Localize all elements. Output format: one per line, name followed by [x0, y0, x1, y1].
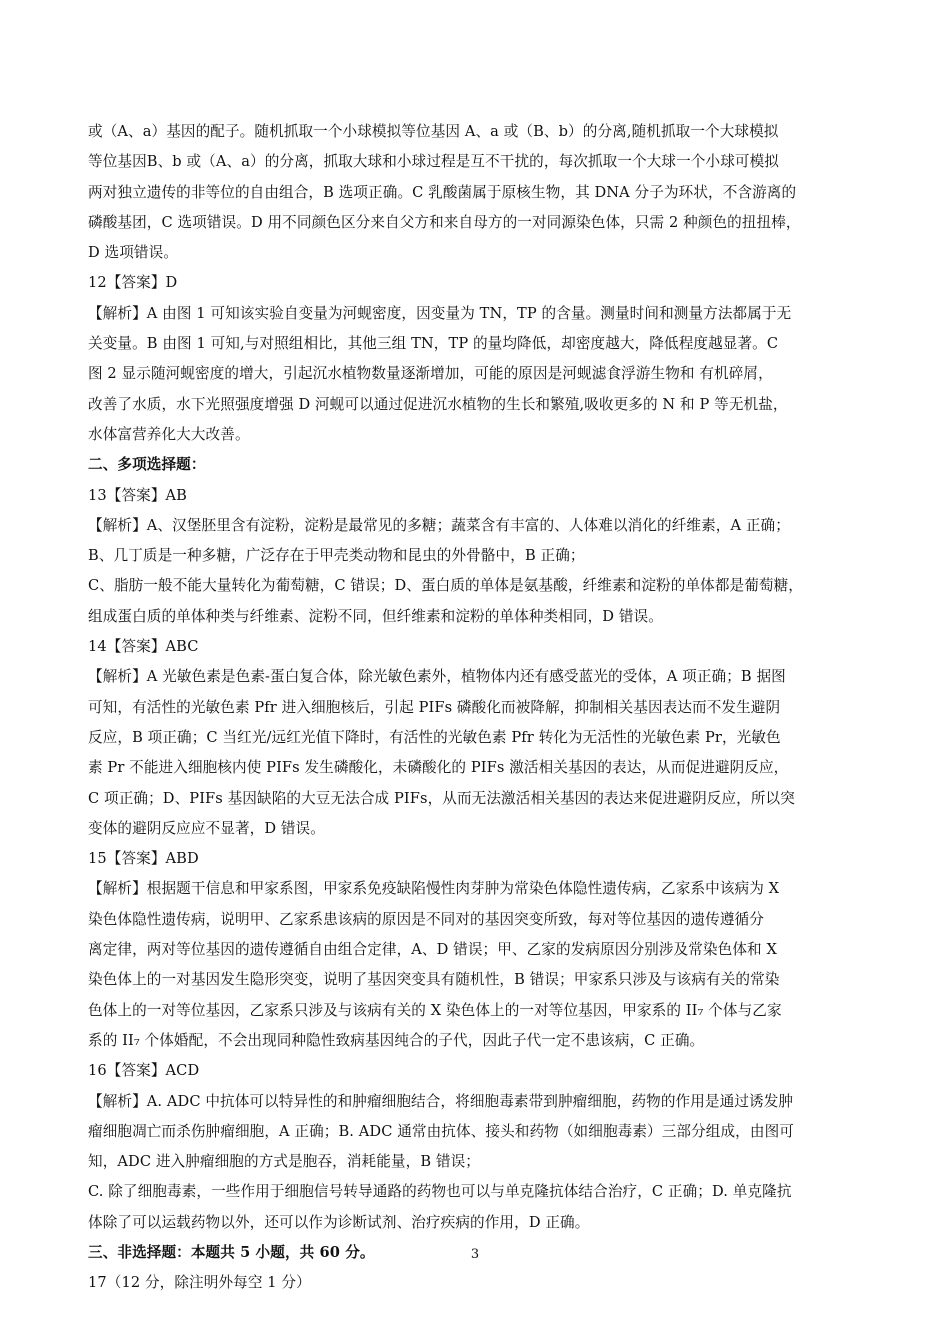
text-line: 【解析】A. ADC 中抗体可以特异性的和肿瘤细胞结合，将细胞毒素带到肿瘤细胞，药物的作用是通过诱发肿 — [88, 1092, 794, 1110]
text-line: 【解析】A 光敏色素是色素-蛋白复合体，除光敏色素外，植物体内还有感受蓝光的受体，A 项正确；B 据图 — [88, 668, 786, 686]
text-line: 可知，有活性的光敏色素 Pfr 进入细胞核后，引起 PIFs 磷酸化而被降解，抑制相关基因表达而不发生避阴 — [88, 698, 781, 716]
text-line: B、几丁质是一种多糖，广泛存在于甲壳类动物和昆虫的外骨骼中，B 正确； — [88, 547, 585, 565]
text-line: 素 Pr 不能进入细胞核内使 PIFs 发生磷酸化，未磷酸化的 PIFs 激活相关基因的表达，从而促进避阴反应， — [88, 759, 789, 777]
text-line: 图 2 显示随河蚬密度的增大，引起沉水植物数量逐渐增加，可能的原因是河蚬滤食浮游生物和 有机碎屑， — [88, 365, 773, 383]
text-line: 系的 II₇ 个体婚配，不会出现同种隐性致病基因纯合的子代，因此子代一定不患该病，C 正确。 — [88, 1031, 705, 1049]
text-line: 变体的避阴反应应不显著，D 错误。 — [88, 819, 325, 837]
text-line: 【解析】根据题干信息和甲家系图，甲家系免疫缺陷慢性肉芽肿为常染色体隐性遗传病，乙家系中该病为 X — [88, 880, 780, 898]
text-line: C 项正确；D、PIFs 基因缺陷的大豆无法合成 PIFs，从而无法激活相关基因的表达来促进避阴反应，所以突 — [88, 789, 795, 807]
text-line: 17（12 分，除注明外每空 1 分） — [88, 1274, 311, 1292]
text-line: C. 除了细胞毒素，一些作用于细胞信号转导通路的药物也可以与单克隆抗体结合治疗，C 正确；D. 单克隆抗 — [88, 1183, 792, 1201]
text-line: 色体上的一对等位基因，乙家系只涉及与该病有关的 X 染色体上的一对等位基因，甲家系的 II₇ 个体与乙家 — [88, 1001, 782, 1019]
question-answer-header: 12【答案】D — [88, 274, 178, 292]
text-line: 改善了水质，水下光照强度增强 D 河蚬可以通过促进沉水植物的生长和繁殖,吸收更多的 N 和 P 等无机盐， — [88, 395, 788, 413]
page-number: 3 — [470, 1247, 480, 1262]
text-line: 离定律，两对等位基因的遗传遵循自由组合定律，A、D 错误；甲、乙家的发病原因分别涉及常染色体和 X — [88, 941, 777, 959]
text-line: 反应，B 项正确；C 当红光/远红光值下降时，有活性的光敏色素 Pfr 转化为无活性的光敏色素 Pr，光敏色 — [88, 728, 781, 746]
text-line: 等位基因B、b 或（A、a）的分离，抓取大球和小球过程是互不干扰的，每次抓取一个大球一个小球可模拟 — [88, 153, 779, 171]
text-line: 组成蛋白质的单体种类与纤维素、淀粉不同，但纤维素和淀粉的单体种类相同，D 错误。 — [88, 607, 663, 625]
text-line: C、脂肪一般不能大量转化为葡萄糖，C 错误；D、蛋白质的单体是氨基酸，纤维素和淀粉的单体都是葡萄糖， — [88, 577, 803, 595]
text-line: 或（A、a）基因的配子。随机抓取一个小球模拟等位基因 A、a 或（B、b）的分离,随机抓取一个大球模拟 — [88, 123, 779, 140]
section-heading: 二、多项选择题： — [88, 456, 206, 474]
text-line: 【解析】A 由图 1 可知该实验自变量为河蚬密度，因变量为 TN，TP 的含量。测量时间和测量方法都属于无 — [88, 304, 792, 322]
text-line: 知，ADC 进入肿瘤细胞的方式是胞吞，消耗能量，B 错误； — [88, 1153, 480, 1171]
text-line: 染色体上的一对基因发生隐形突变，说明了基因突变具有随机性，B 错误；甲家系只涉及与该病有关的常染 — [88, 971, 780, 989]
text-line: 【解析】A、汉堡胚里含有淀粉，淀粉是最常见的多糖；蔬菜含有丰富的、人体难以消化的纤维素，A 正确； — [88, 516, 790, 534]
text-line: 水体富营养化大大改善。 — [88, 425, 250, 443]
text-line: 染色体隐性遗传病，说明甲、乙家系患该病的原因是不同对的基因突变所致，每对等位基因的遗传遵循分 — [88, 910, 764, 928]
text-line: 磷酸基团，C 选项错误。D 用不同颜色区分来自父方和来自母方的一对同源染色体，只需 2 种颜色的扭扭棒， — [88, 213, 801, 231]
question-answer-header: 16【答案】ACD — [88, 1062, 200, 1080]
question-answer-header: 13【答案】AB — [88, 486, 188, 504]
text-line: D 选项错误。 — [88, 244, 179, 262]
question-answer-header: 14【答案】ABC — [88, 638, 199, 656]
text-line: 两对独立遗传的非等位的自由组合，B 选项正确。C 乳酸菌属于原核生物，其 DNA 分子为环状，不含游离的 — [88, 183, 797, 201]
text-line: 体除了可以运载药物以外，还可以作为诊断试剂、治疗疾病的作用，D 正确。 — [88, 1213, 590, 1231]
question-answer-header: 15【答案】ABD — [88, 850, 199, 868]
text-line: 关变量。B 由图 1 可知,与对照组相比，其他三组 TN，TP 的量均降低，却密度越大，降低程度越显著。C — [88, 335, 779, 353]
text-line: 瘤细胞凋亡而杀伤肿瘤细胞，A 正确；B. ADC 通常由抗体、接头和药物（如细胞毒素）三部分组成，由图可 — [88, 1122, 794, 1140]
answer-text-body — [88, 117, 866, 1299]
section-heading: 三、非选择题：本题共 5 小题，共 60 分。 — [88, 1243, 375, 1261]
